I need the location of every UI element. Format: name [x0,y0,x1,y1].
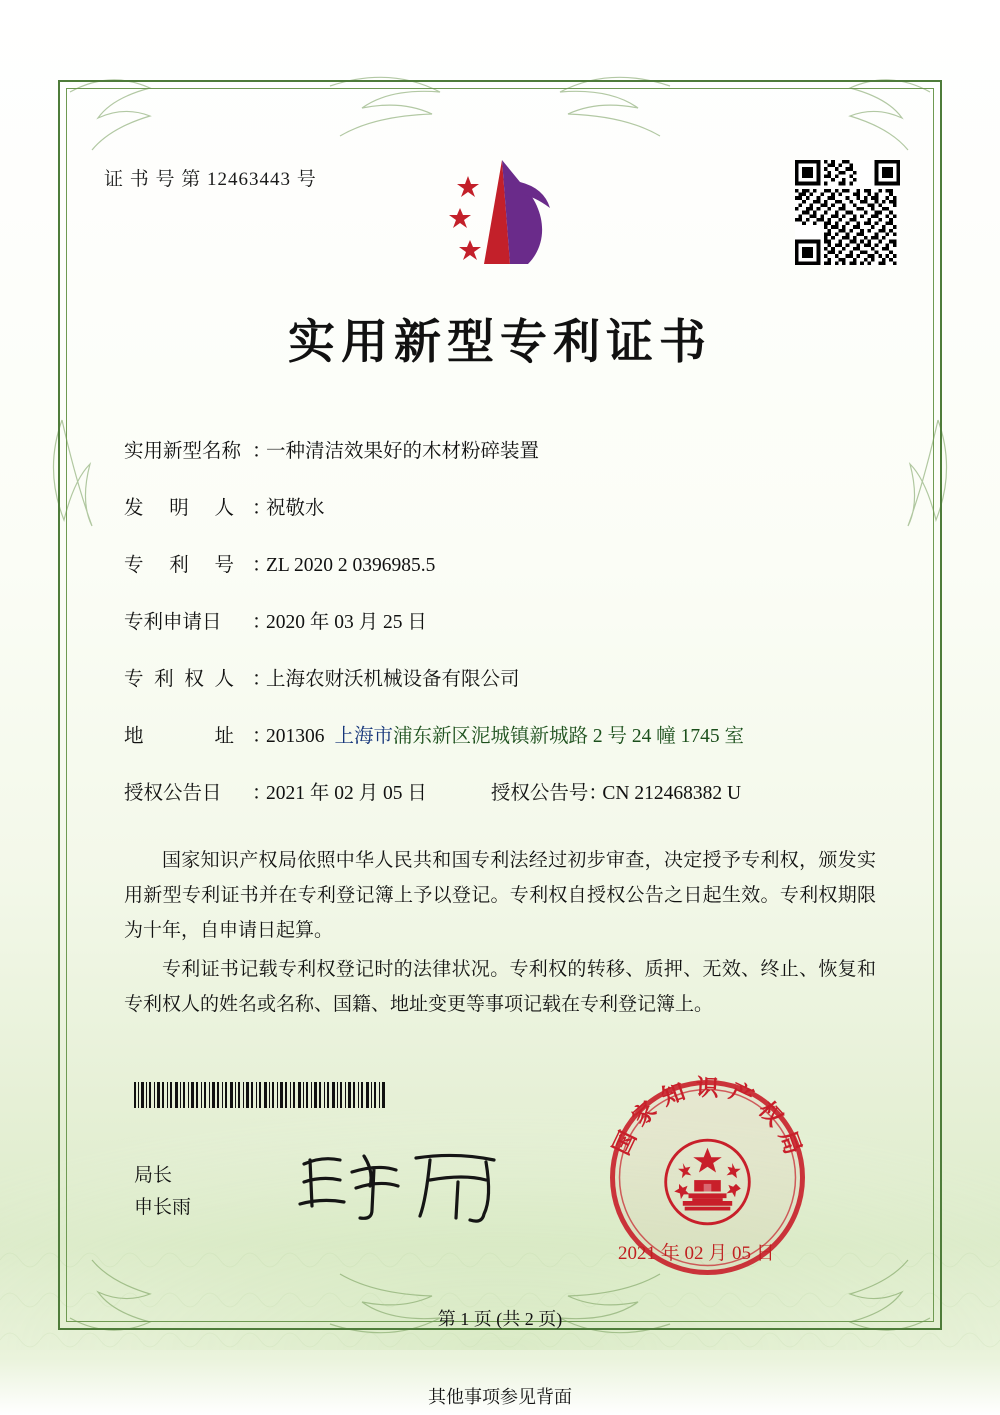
footer-note: 其他事项参见背面 [428,1387,572,1407]
field-label: 专利申请日 [124,612,222,633]
address-postcode: 201306 [266,726,325,747]
field-value: ZL 2020 2 0396985.5 [266,555,436,576]
field-colon: ： [588,783,608,804]
qr-code-icon [795,160,900,265]
grant-date: 2021 年 02 月 05 日 [266,783,427,804]
field-utility-model-name [124,435,884,492]
field-colon: ： [252,498,272,519]
field-colon: ： [252,441,272,462]
field-colon: ： [252,726,272,747]
field-value: 一种清洁效果好的木材粉碎装置 [266,441,540,462]
field-address [124,720,884,777]
page-title: 实用新型专利证书 [288,315,712,370]
field-colon: ： [252,783,272,804]
director-block [134,1160,191,1224]
grant-number-label: 授权公告号 [490,783,589,804]
field-label: 专利权人 [124,669,234,690]
certificate-number: 证 书 号 第 12463443 号 [104,169,317,190]
field-grant-announcement [124,777,884,834]
address-city: 上海市 [334,726,394,747]
address-detail: 浦东新区泥城镇新城路 2 号 24 幢 1745 室 [393,726,745,747]
paragraph-1: 国家知识产权局依照中华人民共和国专利法经过初步审查，决定授予专利权，颁发实用新型专利证书并在专利登记簿上予以登记。专利权自授权公告之日起生效。专利权期限为十年，自申请日起算。 [124,850,876,941]
page-number: 第 1 页 (共 2 页) [437,1309,563,1329]
field-application-date [124,606,884,663]
field-label: 地址 [124,726,234,747]
field-label: 专利号 [124,555,234,576]
field-inventor [124,492,884,549]
legal-text [124,843,876,1026]
field-label: 实用新型名称 [124,441,242,462]
field-colon: ： [252,669,272,690]
director-role-label: 局长 [134,1165,173,1186]
handwritten-signature [290,1138,520,1228]
seal-date: 2021 年 02 月 05 日 [618,1243,775,1264]
field-value: 祝敬水 [266,498,325,519]
barcode-icon [134,1082,386,1108]
field-label: 授权公告日 [124,783,222,804]
grant-number: CN 212468382 U [602,783,742,804]
svg-text:国家知识产权局: 国家知识产权局 [607,1073,810,1167]
field-colon: ： [252,555,272,576]
field-value: 上海农财沃机械设备有限公司 [266,669,520,690]
cnipa-logo-icon [424,152,574,282]
field-patent-number [124,549,884,606]
field-value: 2020 年 03 月 25 日 [266,612,427,633]
paragraph-2: 专利证书记载专利权登记时的法律状况。专利权的转移、质押、无效、终止、恢复和专利权人的姓名或名称、国籍、地址变更等事项记载在专利登记簿上。 [124,959,876,1015]
field-list [124,435,884,834]
field-label: 发明人 [124,498,234,519]
director-name-label: 申长雨 [134,1197,192,1218]
field-patentee [124,663,884,720]
field-colon: ： [252,612,272,633]
